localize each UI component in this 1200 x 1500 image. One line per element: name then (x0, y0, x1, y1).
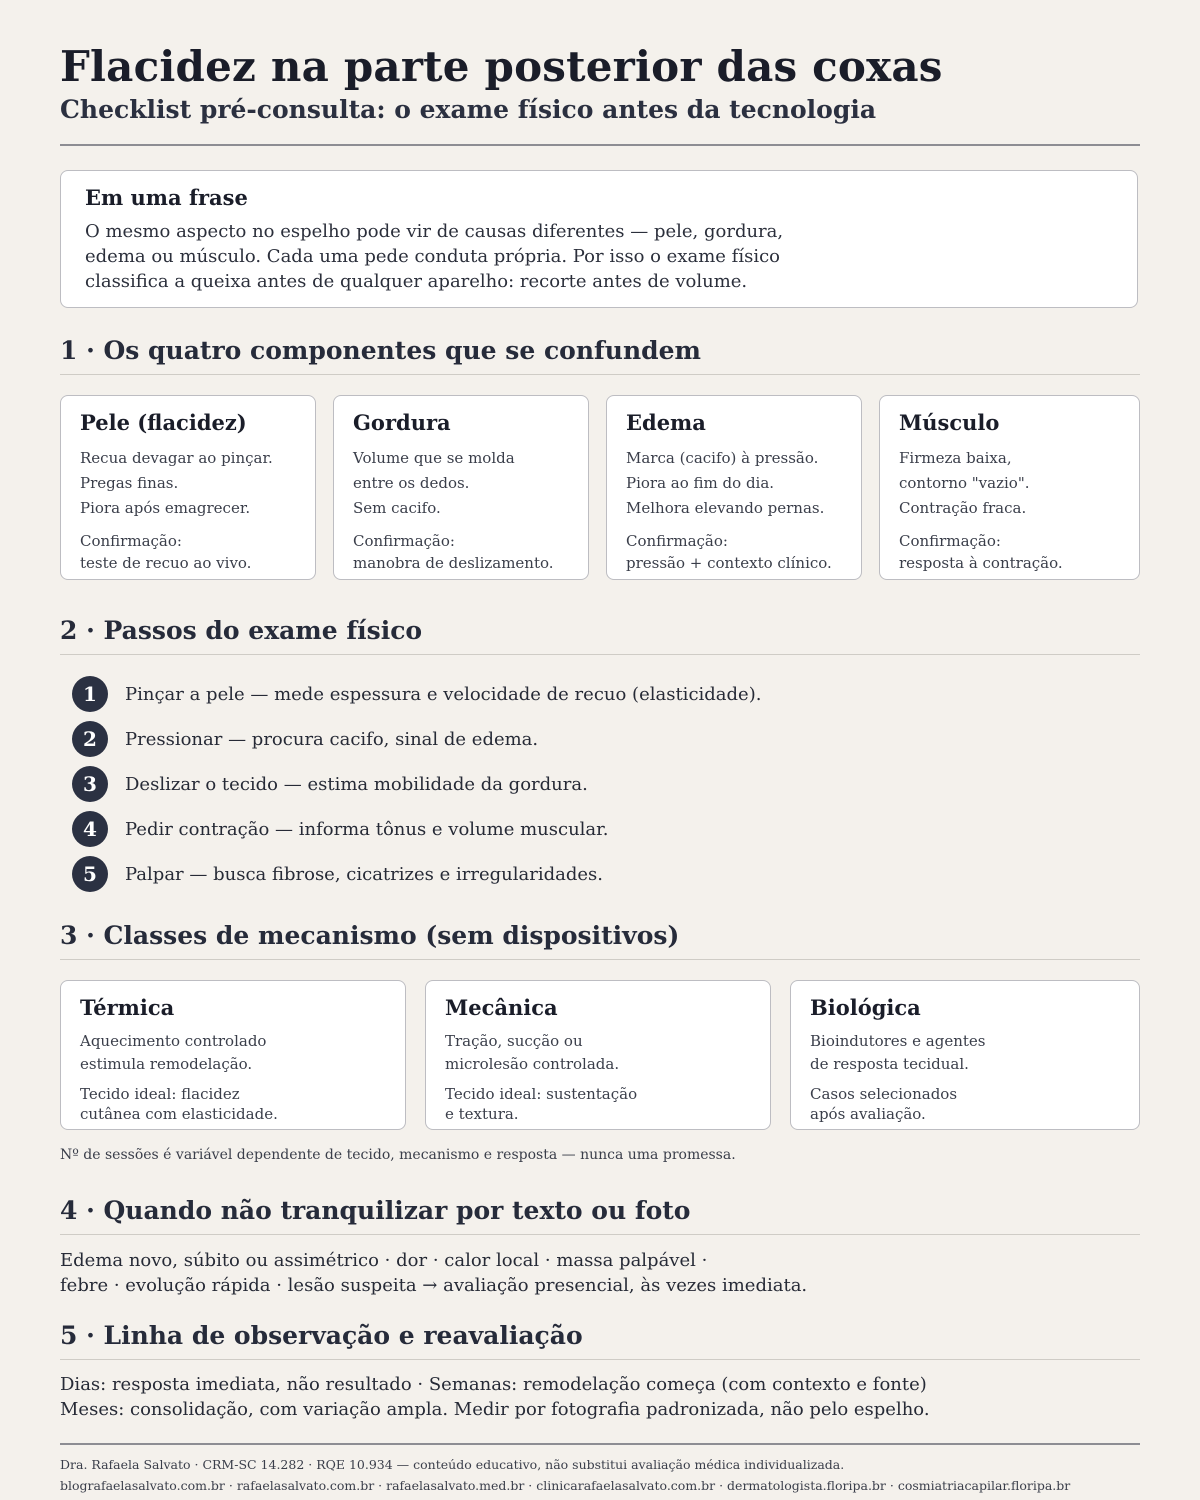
section-divider (60, 374, 1140, 375)
step-number-badge: 2 (72, 721, 108, 757)
card-line: Bioindutores e agentes (810, 1032, 986, 1050)
card-title: Músculo (899, 410, 1000, 435)
card-line: Firmeza baixa, (899, 449, 1012, 467)
step-text: Pinçar a pele — mede espessura e velocidade de recuo (elasticidade). (125, 684, 762, 705)
card-confirm-text: manobra de deslizamento. (353, 554, 554, 572)
section-title-exam-steps: 2 · Passos do exame físico (60, 616, 423, 645)
component-card-edema (606, 395, 862, 580)
card-confirm-text: resposta à contração. (899, 554, 1063, 572)
card-line: entre os dedos. (353, 474, 470, 492)
section-title-components: 1 · Os quatro componentes que se confundem (60, 336, 701, 365)
component-card-muscle (879, 395, 1140, 580)
card-line: contorno "vazio". (899, 474, 1030, 492)
card-ideal: cutânea com elasticidade. (80, 1105, 278, 1123)
section-title-warning-signs: 4 · Quando não tranquilizar por texto ou foto (60, 1196, 691, 1225)
card-ideal: Tecido ideal: flacidez (80, 1085, 240, 1103)
summary-line: edema ou músculo. Cada uma pede conduta própria. Por isso o exame físico (85, 246, 780, 267)
step-number-badge: 5 (72, 856, 108, 892)
mechanism-card-biological (790, 980, 1140, 1130)
card-title: Mecânica (445, 995, 558, 1020)
step-number-badge: 3 (72, 766, 108, 802)
mechanism-card-mechanical (425, 980, 771, 1130)
card-title: Gordura (353, 410, 451, 435)
mechanism-card-thermal (60, 980, 406, 1130)
page-title: Flacidez na parte posterior das coxas (60, 42, 943, 91)
card-line: Melhora elevando pernas. (626, 499, 825, 517)
section-divider (60, 654, 1140, 655)
section-divider (60, 1359, 1140, 1360)
card-confirm-label: Confirmação: (353, 532, 455, 550)
card-line: Piora após emagrecer. (80, 499, 251, 517)
section-divider (60, 1234, 1140, 1235)
timeline-line: Meses: consolidação, com variação ampla. Medir por fotografia padronizada, não pelo espelho. (60, 1399, 930, 1420)
summary-line: O mesmo aspecto no espelho pode vir de causas diferentes — pele, gordura, (85, 221, 784, 242)
card-line: Sem cacifo. (353, 499, 441, 517)
card-ideal: Tecido ideal: sustentação (445, 1085, 638, 1103)
warning-line: febre · evolução rápida · lesão suspeita → avaliação presencial, às vezes imediata. (60, 1275, 808, 1296)
step-text: Palpar — busca fibrose, cicatrizes e irregularidades. (125, 864, 603, 885)
step-text: Deslizar o tecido — estima mobilidade da gordura. (125, 774, 588, 795)
card-title: Térmica (80, 995, 175, 1020)
card-line: Pregas finas. (80, 474, 179, 492)
summary-title: Em uma frase (85, 185, 248, 210)
section-title-mechanisms: 3 · Classes de mecanismo (sem dispositivos) (60, 921, 680, 950)
card-line: Recua devagar ao pinçar. (80, 449, 273, 467)
card-ideal: e textura. (445, 1105, 519, 1123)
card-title: Edema (626, 410, 706, 435)
summary-box (60, 170, 1138, 308)
card-confirm-label: Confirmação: (626, 532, 728, 550)
card-confirm-text: teste de recuo ao vivo. (80, 554, 252, 572)
card-ideal: Casos selecionados (810, 1085, 958, 1103)
card-line: Aquecimento controlado (80, 1032, 267, 1050)
footer-websites: blografaelasalvato.com.br · rafaelasalvato.com.br · rafaelasalvato.med.br · clinicarafaelasalvato.com.br · dermatologista.floripa.br · cosmiatriacapilar.floripa.br (60, 1478, 1071, 1493)
card-confirm-label: Confirmação: (80, 532, 182, 550)
card-line: estimula remodelação. (80, 1055, 253, 1073)
card-line: Volume que se molda (353, 449, 515, 467)
sessions-note: Nº de sessões é variável dependente de tecido, mecanismo e resposta — nunca uma promessa. (60, 1147, 736, 1163)
footer-credits: Dra. Rafaela Salvato · CRM-SC 14.282 · RQE 10.934 — conteúdo educativo, não substitui avaliação médica individualizada. (60, 1457, 845, 1472)
timeline-line: Dias: resposta imediata, não resultado · Semanas: remodelação começa (com contexto e fonte) (60, 1374, 927, 1395)
step-text: Pressionar — procura cacifo, sinal de edema. (125, 729, 539, 750)
card-line: Contração fraca. (899, 499, 1027, 517)
card-title: Pele (flacidez) (80, 410, 247, 435)
summary-line: classifica a queixa antes de qualquer aparelho: recorte antes de volume. (85, 271, 748, 292)
section-title-timeline: 5 · Linha de observação e reavaliação (60, 1321, 583, 1350)
card-line: Tração, sucção ou (445, 1032, 583, 1050)
card-line: microlesão controlada. (445, 1055, 620, 1073)
header-divider (60, 144, 1140, 146)
component-card-skin (60, 395, 316, 580)
step-number-badge: 4 (72, 811, 108, 847)
card-line: Marca (cacifo) à pressão. (626, 449, 819, 467)
section-divider (60, 959, 1140, 960)
card-ideal: após avaliação. (810, 1105, 926, 1123)
card-line: de resposta tecidual. (810, 1055, 969, 1073)
footer-divider (60, 1443, 1140, 1445)
component-card-fat (333, 395, 589, 580)
warning-line: Edema novo, súbito ou assimétrico · dor · calor local · massa palpável · (60, 1250, 708, 1271)
step-text: Pedir contração — informa tônus e volume muscular. (125, 819, 609, 840)
step-number-badge: 1 (72, 676, 108, 712)
card-confirm-text: pressão + contexto clínico. (626, 554, 832, 572)
card-confirm-label: Confirmação: (899, 532, 1001, 550)
card-title: Biológica (810, 995, 921, 1020)
card-line: Piora ao fim do dia. (626, 474, 775, 492)
page-subtitle: Checklist pré-consulta: o exame físico antes da tecnologia (60, 95, 877, 124)
